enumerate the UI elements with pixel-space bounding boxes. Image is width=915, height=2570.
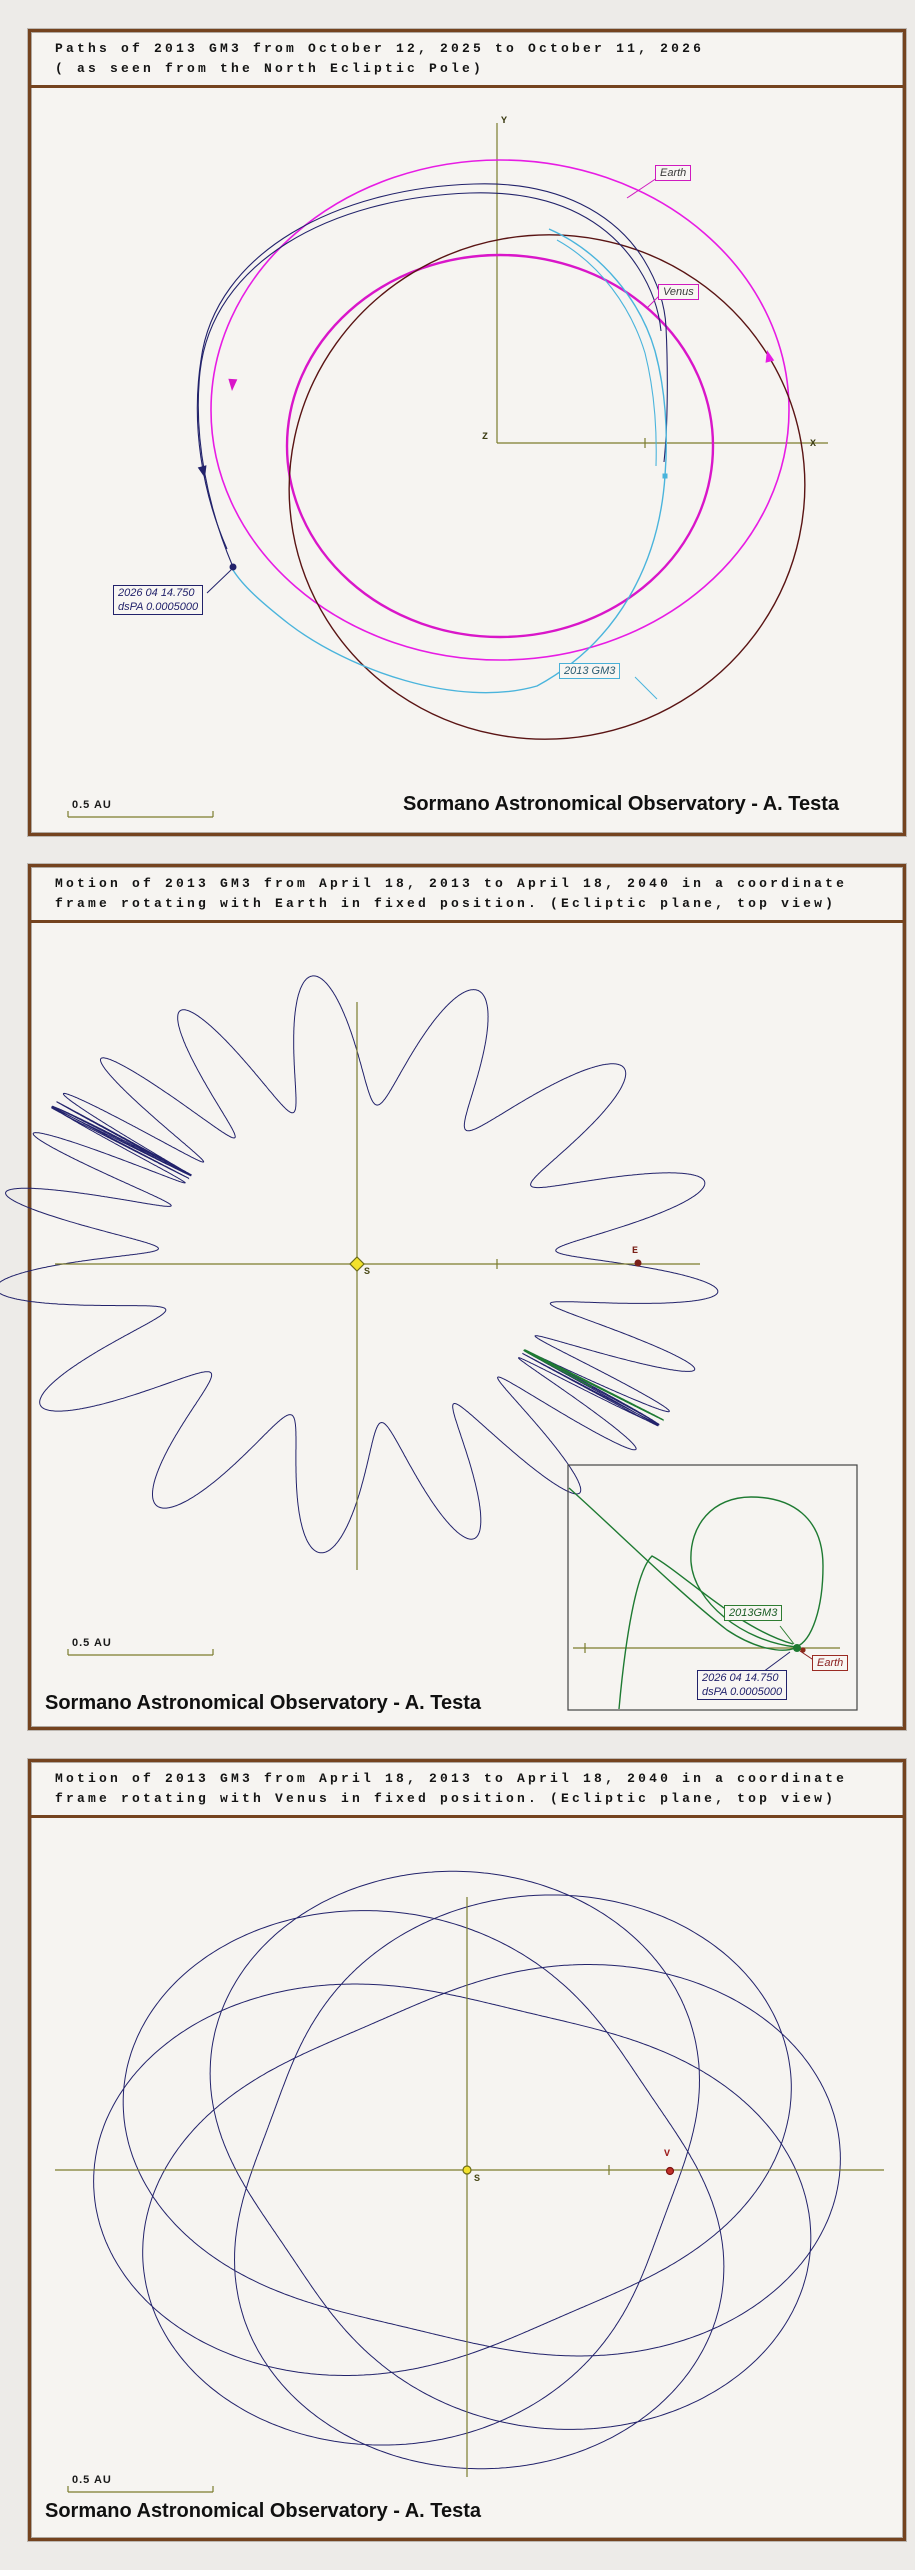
credit-panel3: Sormano Astronomical Observatory - A. Testa [45,2500,482,2522]
panel1-title-line2: ( as seen from the North Ecliptic Pole) [55,61,485,76]
scalebar-label-1: 0.5 AU [72,799,112,811]
x-axis-label: X [810,439,817,450]
y-axis-label: Y [501,116,508,127]
panel1-title-line1: Paths of 2013 GM3 from October 12, 2025 to October 11, 2026 [55,41,705,56]
date-label-leader [207,570,231,593]
panel2-title-line2: frame rotating with Earth in fixed position. (Ecliptic plane, top view) [55,896,837,911]
panel3-title-line1: Motion of 2013 GM3 from April 18, 2013 to April 18, 2040 in a coordinate [55,1771,848,1786]
sun-marker [350,1257,364,1271]
inset-gm3-leader [780,1626,794,1644]
gm3-geocentric-path [233,229,666,693]
earth-fixed-label: E [632,1246,639,1257]
earth-marker [635,1260,642,1267]
z-axis-label: Z [482,432,489,443]
inset-gm3-label: 2013GM3 [724,1605,782,1621]
earth-direction-arrow-left [228,379,238,392]
inset-gm3-approach [569,1488,795,1650]
inset-date-leader [763,1652,790,1672]
close-approach-annotation: 2026 04 14.750 dsPA 0.0005000 [113,585,203,615]
inset-earth-label: Earth [812,1655,848,1671]
venus-fixed-label: V [664,2149,671,2160]
panel2-title-line1: Motion of 2013 GM3 from April 18, 2013 to April 18, 2040 in a coordinate [55,876,848,891]
scalebar-label-3: 0.5 AU [72,2474,112,2486]
sun-marker [463,2166,471,2174]
sun-label: S [474,2174,481,2185]
venus-orbit-label: Venus [658,284,699,300]
gm3-position-marker [663,474,668,479]
earth-orbit-label: Earth [655,165,691,181]
credit-panel2: Sormano Astronomical Observatory - A. Testa [45,1692,482,1714]
inset-gm3-loop [691,1497,823,1647]
close-approach-marker [230,564,237,571]
earth-orbit [211,160,789,660]
earth-direction-arrow [763,349,775,363]
panel3-title-line2: frame rotating with Venus in fixed position. (Ecliptic plane, top view) [55,1791,837,1806]
gm3-geocentric-path-2 [557,240,656,466]
gm3-direction-arrow [198,465,210,479]
scalebar-label-2: 0.5 AU [72,1637,112,1649]
gm3-label-leader [635,677,657,699]
inset-date-annotation: 2026 04 14.750 dsPA 0.0005000 [697,1670,787,1700]
venus-orbit [287,255,713,637]
venus-marker [667,2168,674,2175]
gm3-earth-frame-path-final-segment [525,1350,663,1420]
sun-label: S [364,1267,371,1278]
inset-gm3-dot [793,1644,801,1652]
gm3-orbit-label: 2013 GM3 [559,663,620,679]
gm3-heliocentric-orbit [249,194,845,780]
credit-panel1: Sormano Astronomical Observatory - A. Testa [403,793,840,815]
